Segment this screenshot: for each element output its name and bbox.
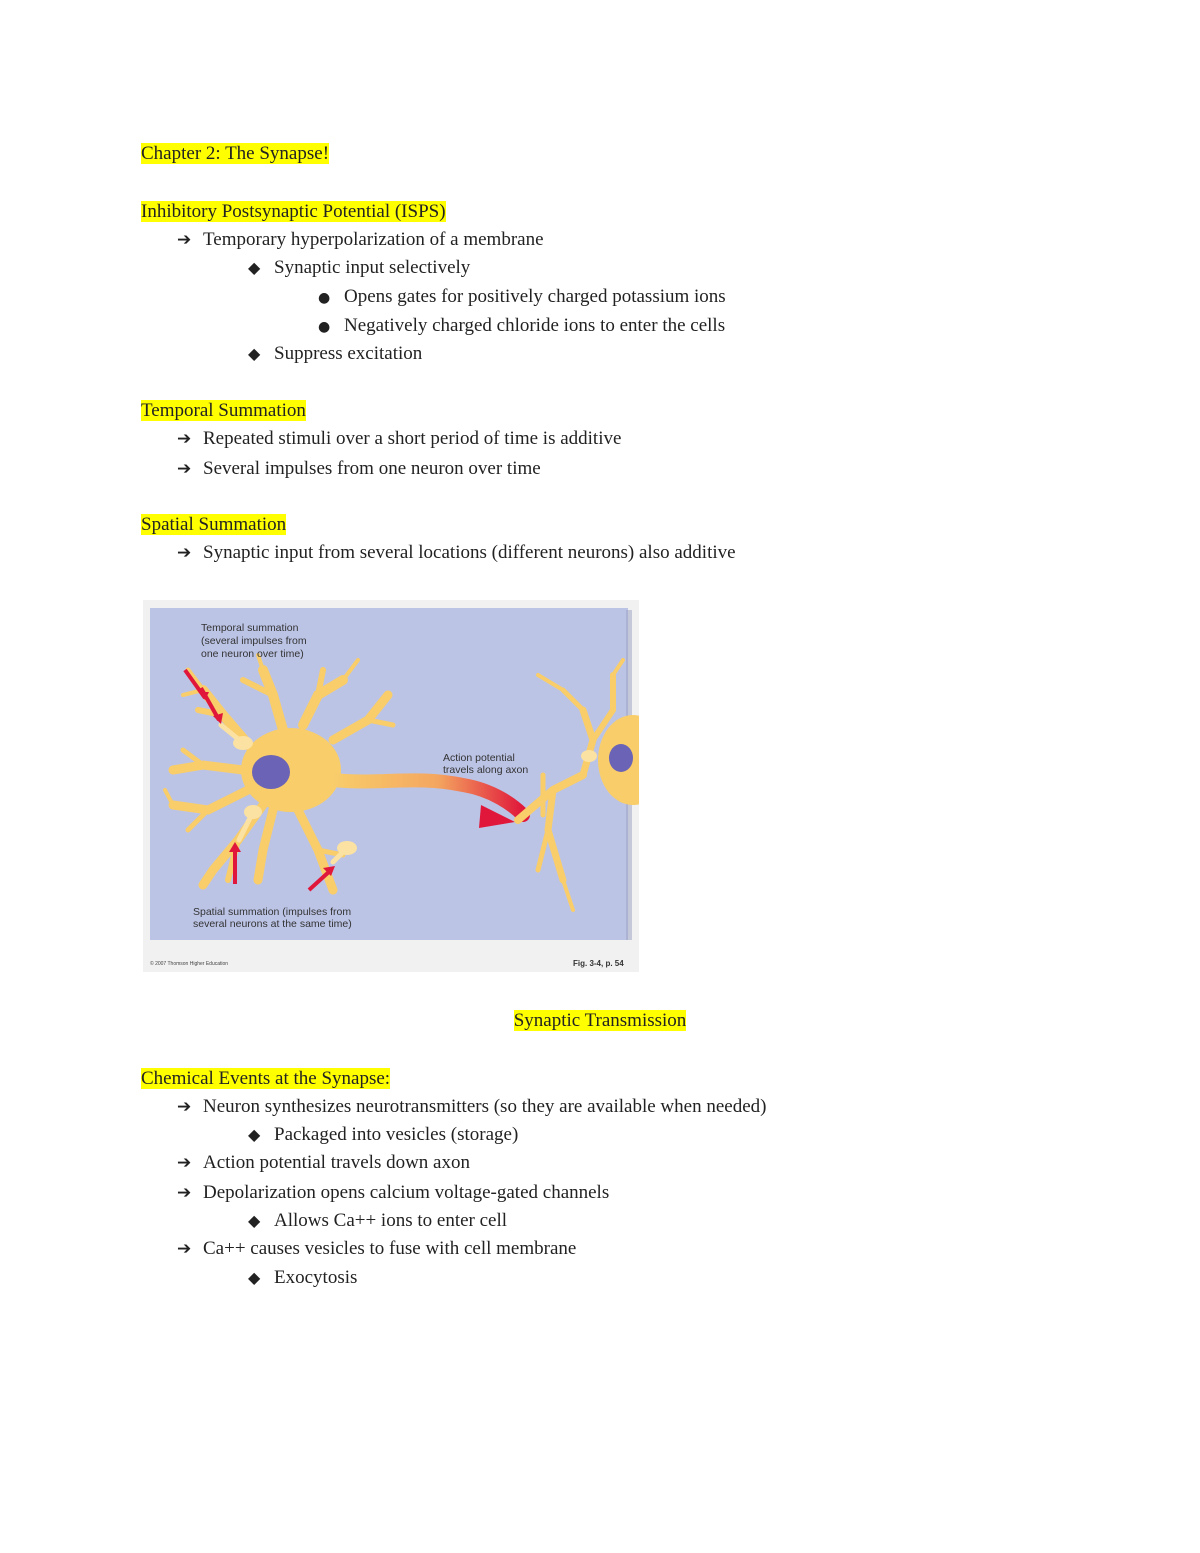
arrow-right-icon: ➔ <box>177 230 192 250</box>
label-spatial-summation-sub: several neurons at the same time) <box>193 918 352 930</box>
list-item: ➔ Ca++ causes vesicles to fuse with cell membrane <box>177 1238 577 1259</box>
list-item: ➔ Several impulses from one neuron over time <box>177 458 541 479</box>
diamond-icon: ◆ <box>248 1211 261 1230</box>
arrow-right-icon: ➔ <box>177 543 192 563</box>
list-item: ◆ Synaptic input selectively <box>248 257 471 278</box>
list-item: ◆ Allows Ca++ ions to enter cell <box>248 1210 508 1231</box>
chemical-heading: Chemical Events at the Synapse: <box>141 1068 391 1089</box>
arrow-right-icon: ➔ <box>177 1183 192 1203</box>
diamond-icon: ◆ <box>248 1125 261 1144</box>
bullet-dot-icon: ● <box>318 290 331 306</box>
ipsp-heading: Inhibitory Postsynaptic Potential (ISPS) <box>141 201 446 222</box>
list-item: ➔ Synaptic input from several locations (different neurons) also additive <box>177 542 736 563</box>
spatial-heading: Spatial Summation <box>141 514 287 535</box>
diamond-icon: ◆ <box>248 258 261 277</box>
list-item: ◆ Suppress excitation <box>248 343 423 364</box>
label-spatial-summation: Spatial summation (impulses from <box>193 906 352 918</box>
arrow-right-icon: ➔ <box>177 429 192 449</box>
label-action-potential-sub: travels along axon <box>443 764 529 776</box>
list-item: ◆ Packaged into vesicles (storage) <box>248 1124 519 1145</box>
diamond-icon: ◆ <box>248 344 261 363</box>
label-temporal-summation-sub: (several impulses from <box>201 635 307 647</box>
list-item: ◆ Exocytosis <box>248 1267 358 1288</box>
bullet-dot-icon: ● <box>318 319 331 335</box>
chapter-title: Chapter 2: The Synapse! <box>141 143 330 164</box>
list-item: ➔ Action potential travels down axon <box>177 1152 470 1173</box>
neuron-diagram <box>143 600 639 972</box>
temporal-heading: Temporal Summation <box>141 400 306 421</box>
arrow-right-icon: ➔ <box>177 459 192 479</box>
arrow-right-icon: ➔ <box>177 1239 192 1259</box>
section-title: Synaptic Transmission <box>513 1010 687 1031</box>
figure-reference: Fig. 3-4, p. 54 <box>573 959 624 968</box>
list-item: ➔ Neuron synthesizes neurotransmitters (so they are available when needed) <box>177 1096 767 1117</box>
left-neuron-nucleus <box>252 755 290 789</box>
diamond-icon: ◆ <box>248 1268 261 1287</box>
list-item: ➔ Depolarization opens calcium voltage-gated channels <box>177 1182 610 1203</box>
label-action-potential: Action potential <box>443 752 515 764</box>
summation-figure <box>143 600 639 972</box>
list-item: ➔ Temporary hyperpolarization of a membrane <box>177 229 544 250</box>
list-item: ● Negatively charged chloride ions to enter the cells <box>318 314 725 339</box>
list-item: ➔ Repeated stimuli over a short period of time is additive <box>177 428 622 449</box>
label-temporal-summation-sub2: one neuron over time) <box>201 648 304 660</box>
copyright-text: © 2007 Thomson Higher Education <box>150 961 229 967</box>
arrow-right-icon: ➔ <box>177 1153 192 1173</box>
right-neuron-nucleus <box>609 744 633 772</box>
list-item: ● Opens gates for positively charged potassium ions <box>318 285 726 310</box>
arrow-right-icon: ➔ <box>177 1097 192 1117</box>
label-temporal-summation: Temporal summation <box>201 622 299 634</box>
